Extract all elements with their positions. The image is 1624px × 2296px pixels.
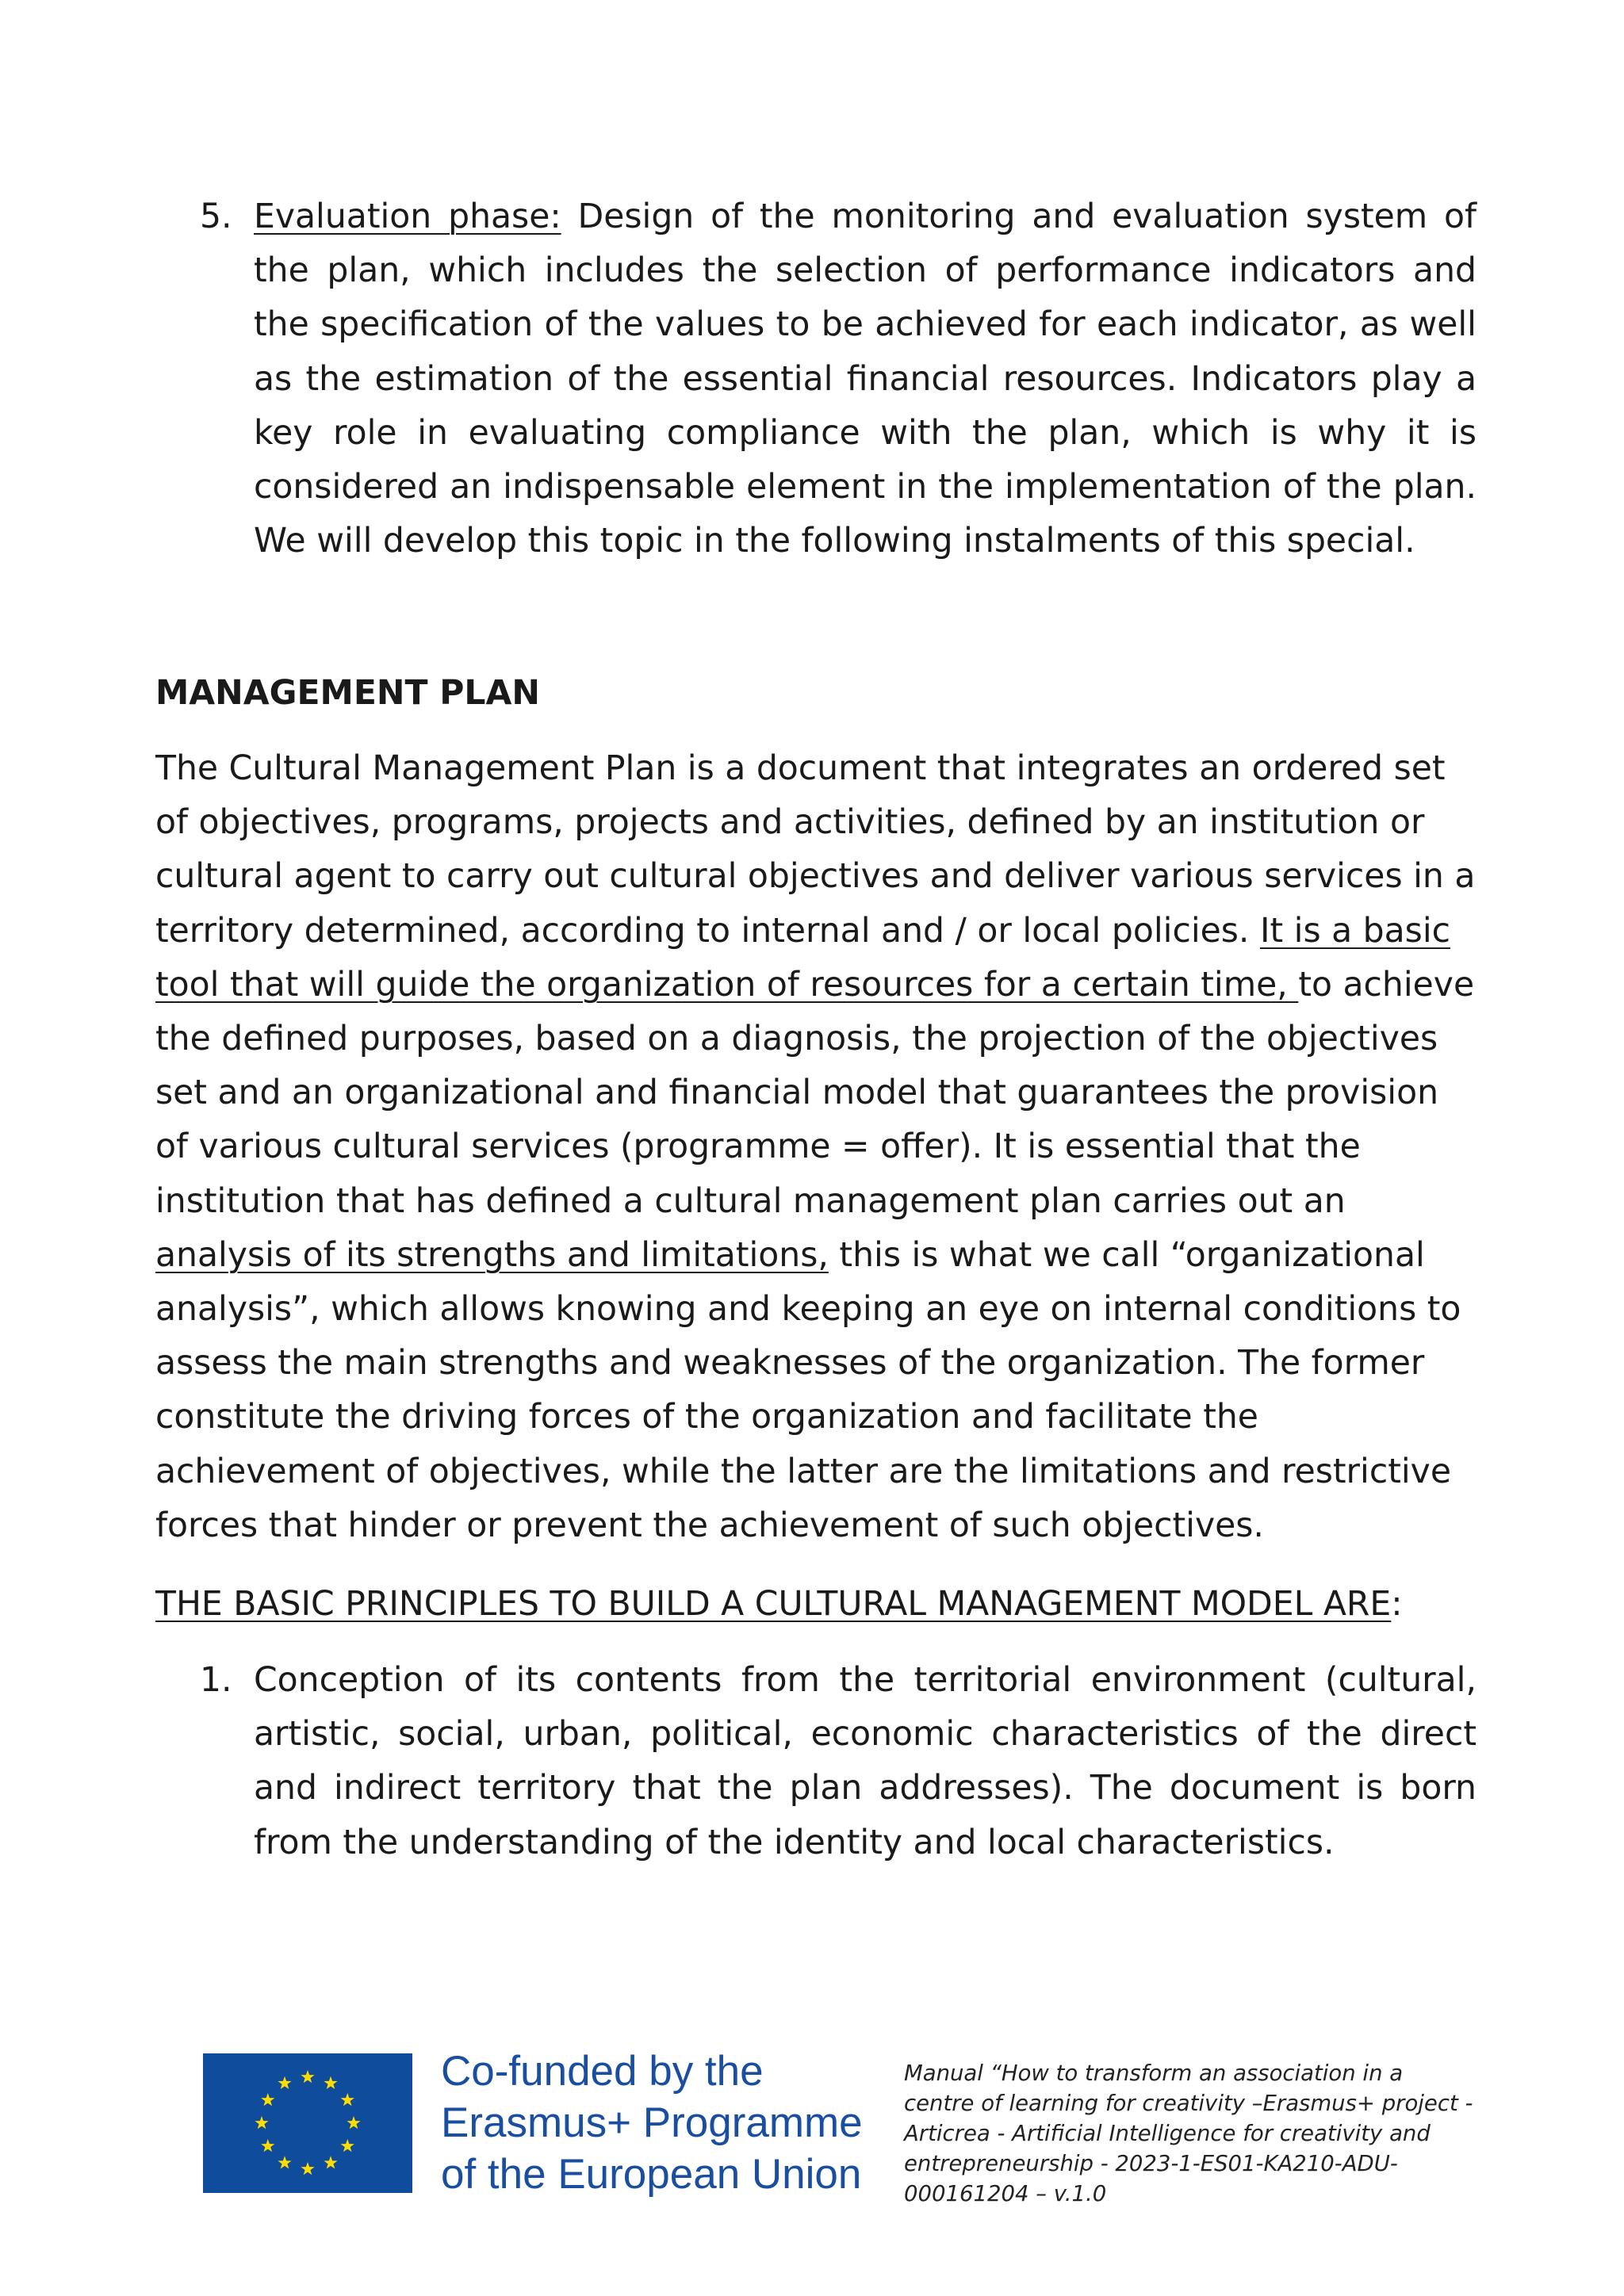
principles-heading-text: THE BASIC PRINCIPLES TO BUILD A CULTURAL MANAGEMENT MODEL ARE	[155, 1585, 1392, 1624]
paragraph-text: to achieve the defined purposes, based on a diagnosis, the projection of the objectives set and an organizational and financial model that guarantees the provision of various cultural services (programme = offer). It is essential that the institution that has defined a cultural management plan carries out an	[155, 965, 1475, 1221]
list-item	[155, 190, 1477, 568]
list-item	[155, 1654, 1477, 1870]
manual-citation: Manual “How to transform an association in a centre of learning for creativity –Erasmus+ project - Articrea - Artificial Intelligence for creativity and entrepreneurship - 2023-1-ES01-KA210-ADU-000161204 – v.1.0	[904, 2061, 1473, 2206]
paragraph-underlined-text: It is a basic tool that will guide the organization of resources for a certain time,	[155, 911, 1450, 1004]
list-text: Conception of its contents from the territorial environment (cultural, artistic, social, urban, political, economic characteristics of the direct and indirect territory that the plan addresses). The document is born from the understanding of the identity and local characteristics.	[254, 1661, 1477, 1862]
management-plan-paragraph	[155, 742, 1477, 1553]
eu-flag-icon	[203, 2053, 412, 2193]
list-text: Design of the monitoring and evaluation system of the plan, which includes the selection of performance indicators and the specification of the values to be achieved for each indicator, as well as the estimation of the essential financial resources. Indicators play a key role in evaluating compliance with the plan, which is why it is considered an indispensable element in the implementation of the plan. We will develop this topic in the following instalments of this special.	[254, 197, 1477, 561]
paragraph-text: The Cultural Management Plan is a document that integrates an ordered set of objectives, programs, projects and activities, defined by an institution or cultural agent to carry out cultural objectives and deliver various services in a territory determined, according to internal and / or local policies.	[155, 749, 1476, 951]
paragraph-text: this is what we call “organizational analysis”, which allows knowing and keeping an eye on internal conditions to assess the main strengths and weaknesses of the organization. The former constitute the driving forces of the organization and facilitate the achievement of objectives, while the latter are the limitations and restrictive forces that hinder or prevent the achievement of such objectives.	[155, 1235, 1461, 1545]
page-footer	[203, 2048, 1480, 2212]
principles-heading	[155, 1578, 1477, 1632]
cofunded-logo-text	[441, 2045, 885, 2200]
cofunded-line: Co-funded by the	[441, 2048, 764, 2095]
list-number: 5.	[200, 197, 232, 236]
principles-heading-colon: :	[1391, 1585, 1403, 1624]
list-term: Evaluation phase:	[254, 197, 561, 236]
list-number: 1.	[200, 1661, 232, 1700]
cofunded-line: Erasmus+ Programme	[441, 2099, 863, 2146]
section-heading: MANAGEMENT PLAN	[155, 674, 540, 713]
paragraph-underlined-text: analysis of its strengths and limitations,	[155, 1235, 829, 1275]
principles-list	[155, 1654, 1477, 1870]
evaluation-phase-list	[155, 190, 1477, 568]
cofunded-line: of the European Union	[441, 2151, 862, 2198]
